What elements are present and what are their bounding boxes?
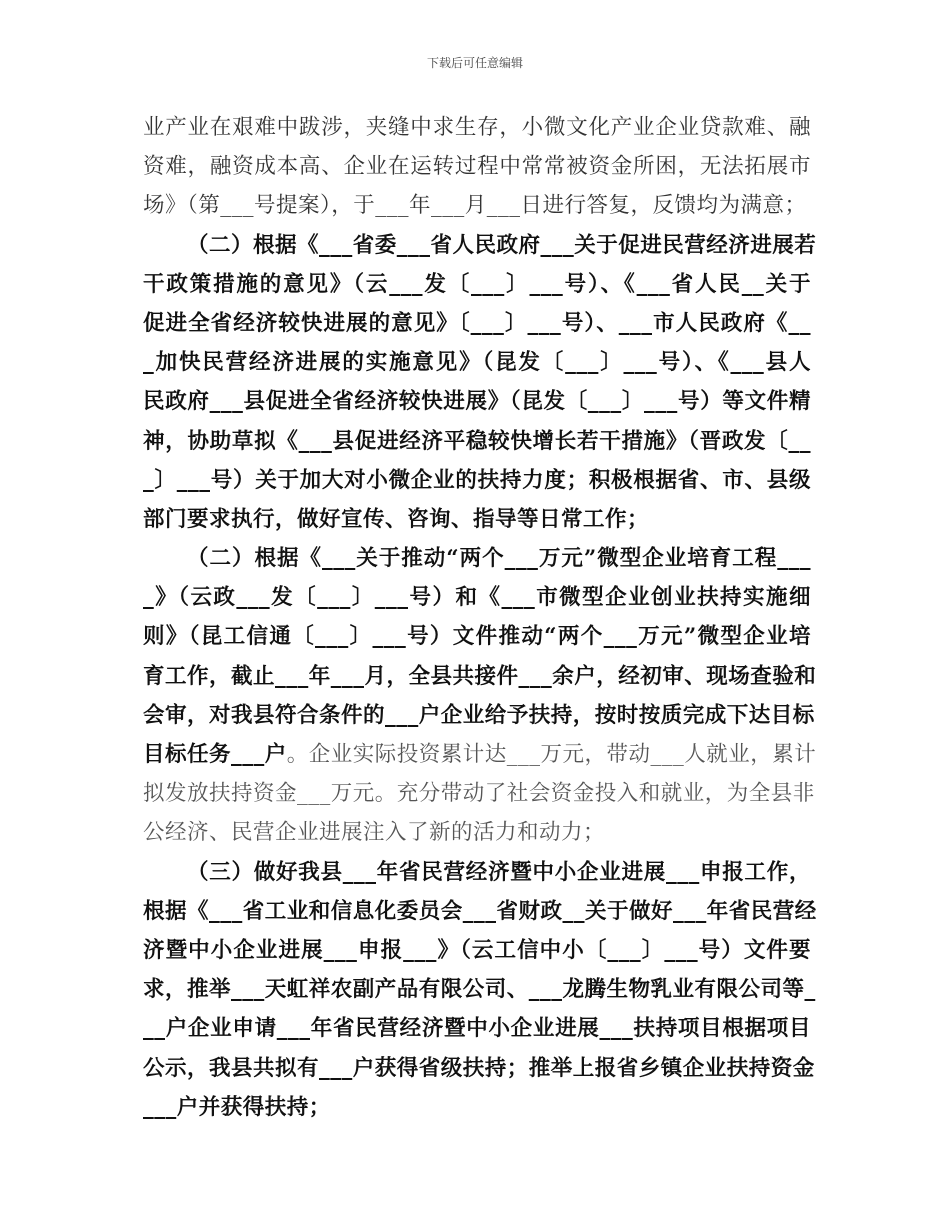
text-line: 则》（昆工信通〔___〕___号）文件推动“两个___万元”微型企业培 xyxy=(143,624,811,650)
text-line: 求，推举___天虹祥农副产品有限公司、___龙腾生物乳业有限公司等_ xyxy=(143,977,816,1003)
text-line: 部门要求执行，做好宣传、咨询、指导等日常工作； xyxy=(143,506,650,532)
text-line: 育工作，截止___年___月，全县共接件___余户，经初审、现场查验和 xyxy=(143,663,817,689)
text-line: （三）做好我县___年省民营经济暨中小企业进展___申报工作， xyxy=(187,859,811,885)
text-line: 会审，对我县符合条件的___户企业给予扶持，按时按质完成下达目标 xyxy=(143,702,815,728)
text-line: 资难，融资成本高、企业在运转过程中常常被资金所困，无法拓展市 xyxy=(143,154,811,180)
text-line-normal-part: 。企业实际投资累计达___万元，带动___人就业，累计 xyxy=(286,742,817,767)
text-line: 场》（第___号提案），于___年___月___日进行答复，反馈均为满意； xyxy=(143,193,807,219)
text-line: _》（云政___发〔___〕___号）和《___市微型企业创业扶持实施细 xyxy=(143,585,811,611)
text-line: 根据《___省工业和信息化委员会___省财政__关于做好___年省民营经 xyxy=(143,898,817,924)
text-line: 民政府___县促进全省经济较快进展》（昆发〔___〕___号）等文件精 xyxy=(143,389,811,415)
text-line: _〕___号）关于加大对小微企业的扶持力度；积极根据省、市、县级 xyxy=(143,467,811,493)
text-line: 神，协助草拟《___县促进经济平稳较快增长若干措施》（晋政发〔__ xyxy=(143,428,811,454)
text-line: 济暨中小企业进展___申报___》（云工信中小〔___〕___号）文件要 xyxy=(143,937,811,963)
text-line: 公经济、民营企业进展注入了新的活力和动力； xyxy=(143,820,606,846)
text-line: 干政策措施的意见》（云___发〔___〕___号）、《___省人民__关于 xyxy=(143,271,811,297)
text-line-bold-part: 目标任务___户 xyxy=(143,742,287,767)
text-line: 公示，我县共拟有___户获得省级扶持；推举上报省乡镇企业扶持资金 xyxy=(143,1055,815,1081)
text-line: （二）根据《___关于推动“两个___万元”微型企业培育工程___ xyxy=(187,546,811,572)
text-line xyxy=(143,735,817,774)
text-line: __户企业申请___年省民营经济暨中小企业进展___扶持项目根据项目 xyxy=(143,1016,811,1042)
document-body xyxy=(143,108,817,1127)
text-line: ___户并获得扶持； xyxy=(143,1094,331,1120)
text-line: （二）根据《___省委___省人民政府___关于促进民营经济进展若 xyxy=(187,232,817,258)
text-line: 促进全省经济较快进展的意见》〔___〕___号）、___市人民政府《__ xyxy=(143,310,811,336)
text-line: 业产业在艰难中跋涉，夹缝中求生存，小微文化产业企业贷款难、融 xyxy=(143,115,811,140)
text-line: 拟发放扶持资金___万元。充分带动了社会资金投入和就业，为全县非 xyxy=(143,781,815,807)
page-header: 下载后可任意编辑 xyxy=(426,56,523,70)
text-line: _加快民营经济进展的实施意见》（昆发〔___〕___号）、《___县人 xyxy=(143,350,811,376)
